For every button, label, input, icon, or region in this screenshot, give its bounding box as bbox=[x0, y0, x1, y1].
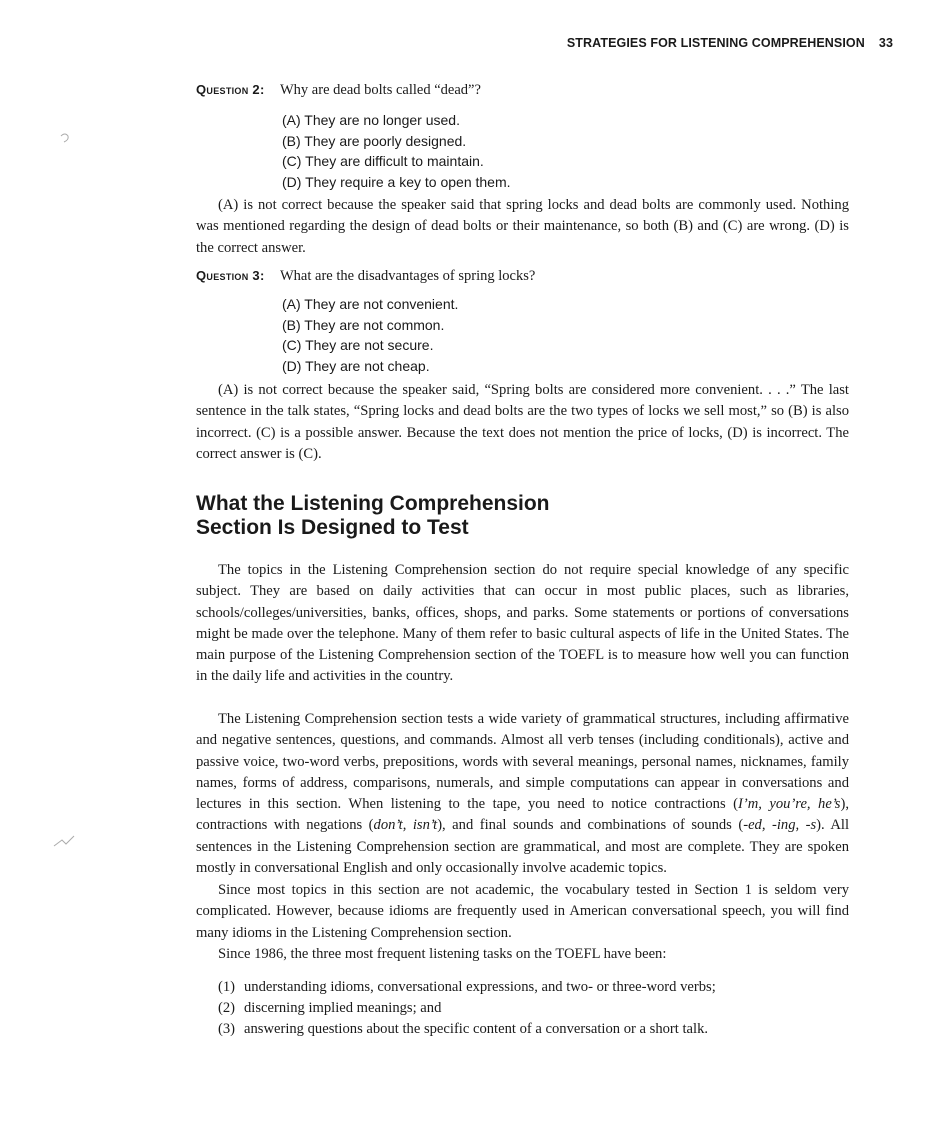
question-3-option-c: (C) They are not secure. bbox=[282, 337, 434, 353]
list-item-text: discerning implied meanings; and bbox=[244, 1000, 442, 1016]
question-2-label: Question 2: bbox=[196, 82, 265, 97]
list-item bbox=[218, 977, 858, 998]
margin-scan-mark-icon bbox=[58, 132, 72, 148]
list-item-number: (3) bbox=[218, 1021, 236, 1037]
list-item-text: answering questions about the specific content of a conversation or a short talk. bbox=[244, 1021, 709, 1037]
list-item bbox=[218, 1019, 858, 1040]
question-2-option-d: (D) They require a key to open them. bbox=[282, 173, 511, 190]
body-paragraph-4: Since 1986, the three most frequent listening tasks on the TOEFL have been: bbox=[218, 946, 667, 962]
body-paragraph-2-part-b: ), contractions with negations ( bbox=[196, 796, 849, 834]
question-2-heading bbox=[196, 82, 481, 99]
question-3-explanation: (A) is not correct because the speaker said, “Spring bolts are considered more convenient. . . .” The last sentence in the talk states, “Spring locks and dead bolts are the two types of locks we sell most,” so (B) is also incorrect. (C) is a possible answer. Because the text does not mention the price of locks, (D) is incorrect. The correct answer is (C). bbox=[196, 382, 849, 462]
question-2-option-c: (C) They are difficult to maintain. bbox=[282, 153, 484, 169]
sounds-example: -ed, -ing, -s bbox=[743, 817, 817, 834]
question-2-options bbox=[282, 110, 511, 192]
question-3-option-a: (A) They are not convenient. bbox=[282, 296, 459, 312]
question-3-text: What are the disadvantages of spring locks? bbox=[280, 268, 536, 284]
body-paragraph-2-part-a: The Listening Comprehension section tests a wide variety of grammatical structures, including affirmative and negative sentences, questions, and commands. Almost all verb tenses (including conditionals), active and passive voice, two-word verbs, prepositions, words with several meanings, personal names, nicknames, family names, forms of address, comparisons, numerals, and simple computations can appear in conversations and lectures in this section. When listening to the tape, you need to notice contractions ( bbox=[196, 711, 849, 813]
body-paragraph-2 bbox=[196, 709, 849, 879]
question-3-options bbox=[282, 294, 458, 376]
list-item-number: (1) bbox=[218, 979, 236, 995]
list-item-number: (2) bbox=[218, 1000, 236, 1016]
question-2-explanation: (A) is not correct because the speaker said that spring locks and dead bolts are commonly used. Nothing was mentioned regarding the design of dead bolts or their maintenance, so both (B) and (C) are wrong. (D) is the correct answer. bbox=[196, 197, 849, 256]
list-item bbox=[218, 998, 858, 1019]
page-number: 33 bbox=[878, 36, 893, 50]
list-item-text: understanding idioms, conversational expressions, and two- or three-word verbs; bbox=[244, 979, 716, 995]
body-paragraph-2-part-d: ). All sentences in the Listening Comprehension section are grammatical, and most are complete. They are spoken mostly in conversational English and only occasionally involve academic topics. bbox=[196, 817, 850, 877]
body-paragraph-1: The topics in the Listening Comprehension section do not require special knowledge of any specific subject. They are based on daily activities that can occur in most public places, such as libraries, schools/colleges/universities, banks, offices, shops, and parks. Some statements or portions of conversations might be made over the telephone. Many of them refer to basic cultural aspects of life in the United States. The main purpose of the Listening Comprehension section of the TOEFL is to measure how well you can function in the daily life and activities in the country. bbox=[196, 562, 849, 685]
question-3-label: Question 3: bbox=[196, 268, 265, 283]
question-2-option-b: (B) They are poorly designed. bbox=[282, 132, 467, 149]
negations-example: don’t, isn’t bbox=[373, 817, 438, 834]
question-2-text: Why are dead bolts called “dead”? bbox=[280, 82, 481, 98]
task-list bbox=[218, 977, 858, 1040]
running-header bbox=[0, 36, 893, 50]
margin-scan-mark-icon bbox=[52, 832, 78, 852]
body-paragraph-2-part-c: ), and final sounds and combinations of sounds ( bbox=[437, 817, 744, 834]
section-heading-line-1: What the Listening Comprehension bbox=[196, 492, 550, 515]
section-heading-line-2: Section Is Designed to Test bbox=[196, 516, 469, 539]
body-paragraph-3: Since most topics in this section are not academic, the vocabulary tested in Section 1 is seldom very complicated. However, because idioms are frequently used in American conversational speech, you will find many idioms in the Listening Comprehension section. bbox=[196, 882, 849, 941]
running-title: STRATEGIES FOR LISTENING COMPREHENSION bbox=[566, 36, 865, 50]
question-3-option-b: (B) They are not common. bbox=[282, 316, 445, 333]
question-3-heading bbox=[196, 268, 535, 285]
question-3-option-d: (D) They are not cheap. bbox=[282, 357, 430, 374]
section-heading bbox=[196, 492, 550, 540]
question-2-option-a: (A) They are no longer used. bbox=[282, 112, 460, 128]
contractions-example: I’m, you’re, he’s bbox=[738, 796, 841, 813]
